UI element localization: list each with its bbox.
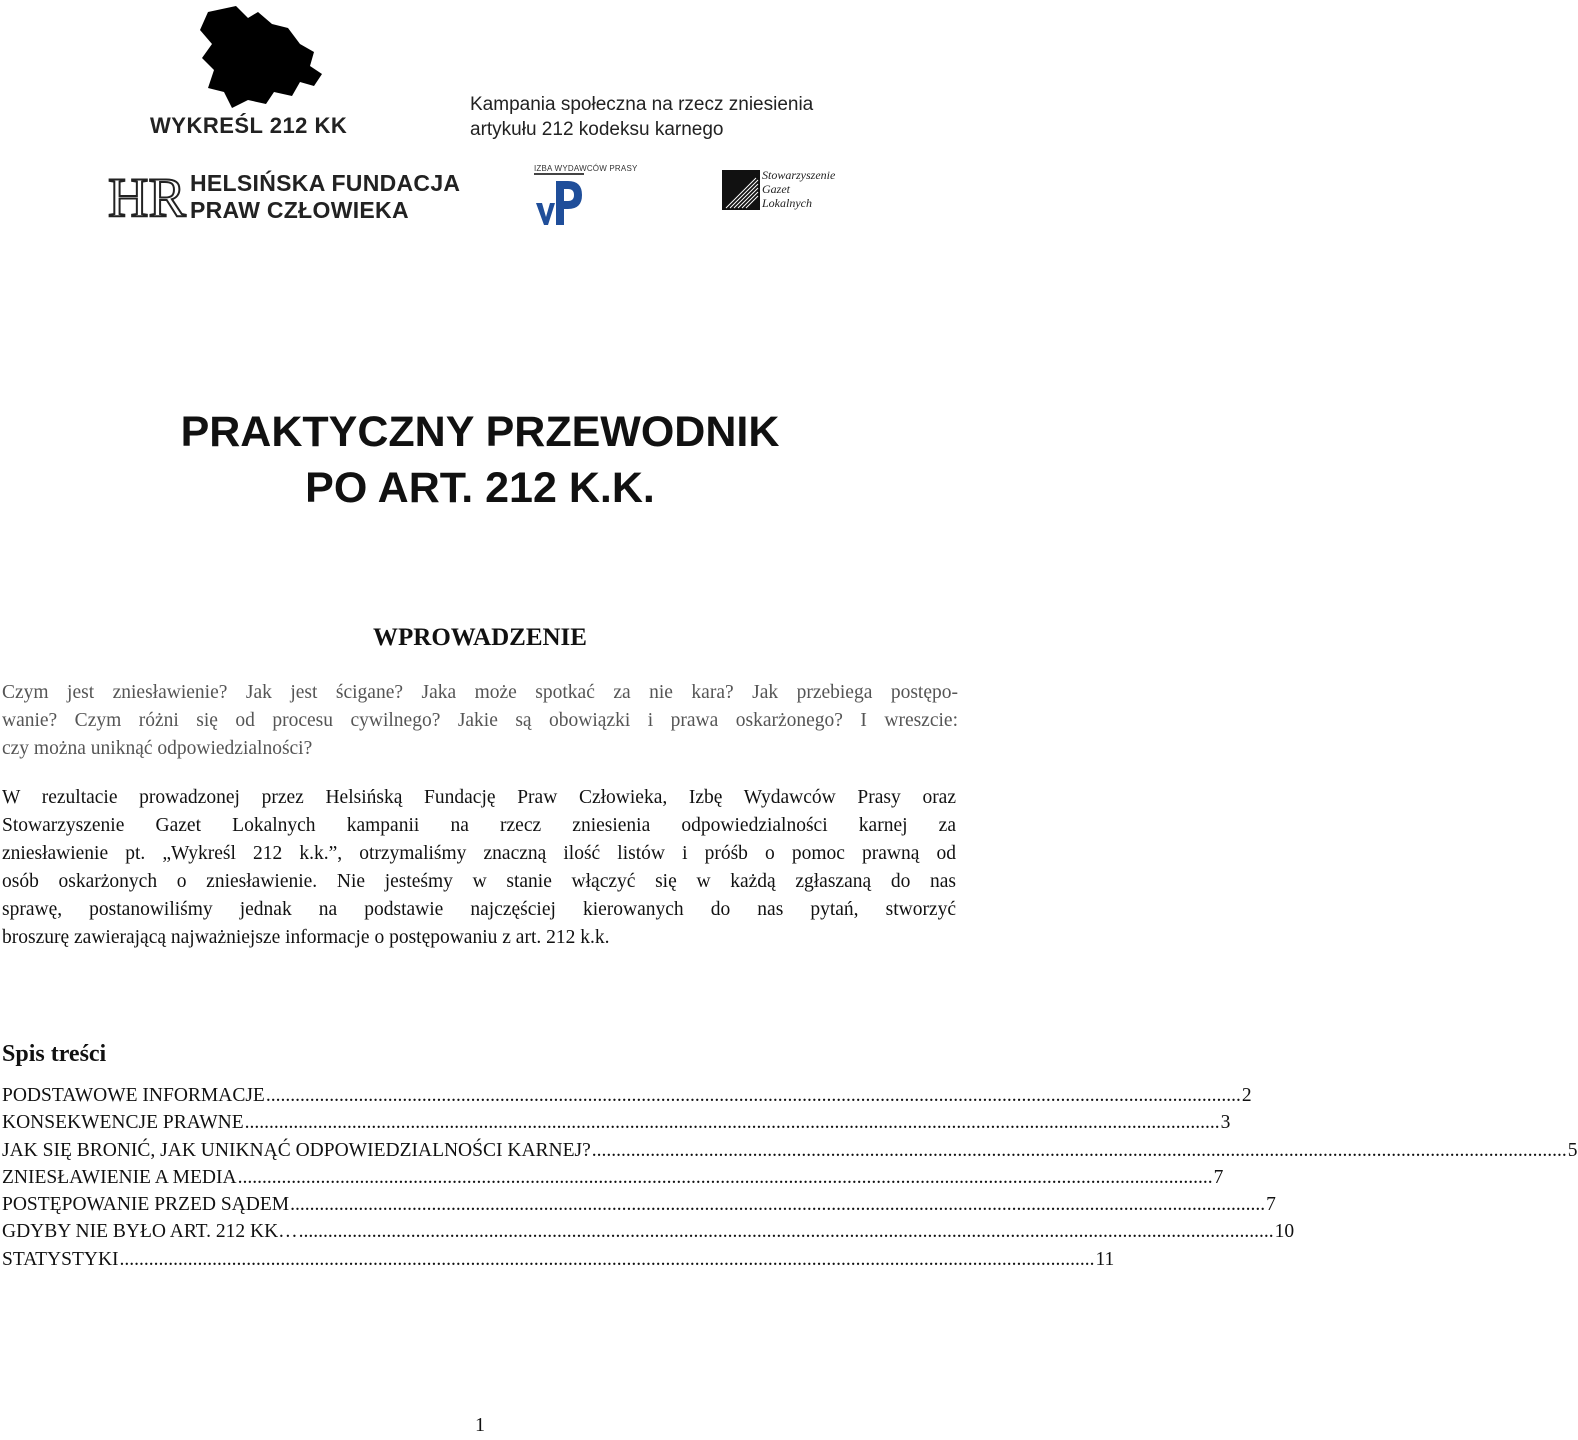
toc-entry-label: JAK SIĘ BRONIĆ, JAK UNIKNĄĆ ODPOWIEDZIALNOŚCI KARNEJ?: [2, 1139, 591, 1161]
campaign-tagline-line-1: Kampania społeczna na rzecz zniesienia: [470, 94, 814, 115]
hfpc-monogram: HR: [108, 167, 186, 229]
toc-entry-page: 7: [1213, 1166, 1224, 1188]
intro-heading: WPROWADZENIE: [373, 624, 587, 651]
toc-entry[interactable]: [2, 1109, 1231, 1136]
toc-dot-leader: ........................................................................................................................................................................................................: [298, 1221, 1274, 1243]
iwp-name: IZBA WYDAWCÓW PRASY: [534, 164, 638, 173]
toc-entry-page: 7: [1266, 1194, 1276, 1216]
document-title-line-1: PRAKTYCZNY PRZEWODNIK: [180, 408, 780, 456]
toc-dot-leader: ........................................................................................................................................................................................................: [244, 1112, 1220, 1134]
sgl-name-line-3: Lokalnych: [762, 196, 812, 210]
toc-dot-leader: ........................................................................................................................................................................................................: [290, 1194, 1266, 1216]
sgl-logo-icon: [722, 170, 760, 210]
intro-paragraph-1-line: czy można uniknąć odpowiedzialności?: [2, 738, 313, 759]
hfpc-hr-monogram-icon: [108, 167, 186, 229]
campaign-tagline: [470, 92, 813, 142]
sgl-name-line-2: Gazet: [762, 182, 790, 196]
toc-entry-page: 11: [1095, 1248, 1115, 1270]
toc-entry[interactable]: [2, 1218, 1295, 1245]
hfpc-name-line-1: HELSIŃSKA FUNDACJA: [190, 170, 461, 196]
table-of-contents: [2, 1082, 1578, 1273]
wykresl-212-kk-logo-icon: [196, 4, 346, 114]
toc-dot-leader: ........................................................................................................................................................................................................: [591, 1139, 1567, 1161]
document-title-line-2: PO ART. 212 K.K.: [305, 464, 655, 512]
campaign-logo-text: WYKREŚL 212 KK: [150, 113, 348, 138]
intro-paragraph-1: [2, 679, 958, 763]
toc-entry[interactable]: [2, 1082, 1252, 1109]
intro-paragraph-2-line: zniesławienie pt. „Wykreśl 212 k.k.”, otrzymaliśmy znaczną ilość listów i próśb o pomoc prawną od: [2, 843, 956, 864]
toc-entry[interactable]: [2, 1137, 1578, 1164]
document-title: [0, 404, 960, 516]
toc-dot-leader: ........................................................................................................................................................................................................: [237, 1166, 1213, 1188]
toc-entry-label: POSTĘPOWANIE PRZED SĄDEM: [2, 1194, 290, 1216]
iwp-wp-mark-icon: [534, 173, 584, 225]
intro-paragraph-1-line: wanie? Czym różni się od procesu cywilnego? Jakie są obowiązki i prawa oskarżonego? I wreszcie:: [2, 710, 958, 731]
intro-paragraph-1-line: Czym jest zniesławienie? Jak jest ścigane? Jaka może spotkać za nie kara? Jak przebiega postępo-: [2, 682, 958, 703]
page-number: 1: [475, 1414, 485, 1436]
toc-entry-page: 2: [1241, 1085, 1252, 1106]
toc-entry-page: 10: [1274, 1221, 1295, 1243]
toc-entry-label: KONSEKWENCJE PRAWNE: [2, 1112, 244, 1134]
toc-entry-label: STATYSTYKI: [2, 1248, 119, 1270]
toc-entry-label: PODSTAWOWE INFORMACJE: [2, 1085, 265, 1106]
sgl-name-line-1: Stowarzyszenie: [762, 168, 836, 182]
toc-entry-label: GDYBY NIE BYŁO ART. 212 KK…: [2, 1221, 298, 1243]
toc-entry-label: ZNIESŁAWIENIE A MEDIA: [2, 1166, 237, 1188]
toc-heading: Spis treści: [2, 1041, 107, 1067]
toc-entry[interactable]: [2, 1246, 1115, 1273]
hfpc-logo-text: [190, 170, 460, 224]
intro-paragraph-2-line: osób oskarżonych o zniesławienie. Nie jesteśmy w stanie włączyć się w każdą zgłaszaną do nas: [2, 871, 956, 892]
intro-paragraph-2-line: broszurę zawierającą najważniejsze informacje o postępowaniu z art. 212 k.k.: [2, 927, 610, 948]
intro-paragraph-2-line: Stowarzyszenie Gazet Lokalnych kampanii na rzecz zniesienia odpowiedzialności karnej za: [2, 815, 956, 836]
toc-entry[interactable]: [2, 1164, 1224, 1191]
campaign-tagline-line-2: artykułu 212 kodeksu karnego: [470, 119, 724, 140]
sgl-logo-text: [762, 168, 835, 210]
toc-dot-leader: ........................................................................................................................................................................................................: [265, 1085, 1241, 1106]
intro-paragraph-2-line: W rezultacie prowadzonej przez Helsińską Fundację Praw Człowieka, Izbę Wydawców Prasy oraz: [2, 787, 956, 808]
intro-paragraph-2-line: sprawę, postanowiliśmy jednak na podstawie najczęściej kierowanych do nas pytań, stworzyć: [2, 899, 956, 920]
iwp-logo: [534, 164, 638, 230]
toc-entry-page: 5: [1567, 1139, 1578, 1161]
toc-entry-page: 3: [1220, 1112, 1231, 1134]
toc-entry[interactable]: [2, 1191, 1276, 1218]
intro-paragraph-2: [2, 784, 956, 952]
hfpc-name-line-2: PRAW CZŁOWIEKA: [190, 197, 409, 223]
toc-dot-leader: ........................................................................................................................................................................................................: [119, 1248, 1095, 1270]
